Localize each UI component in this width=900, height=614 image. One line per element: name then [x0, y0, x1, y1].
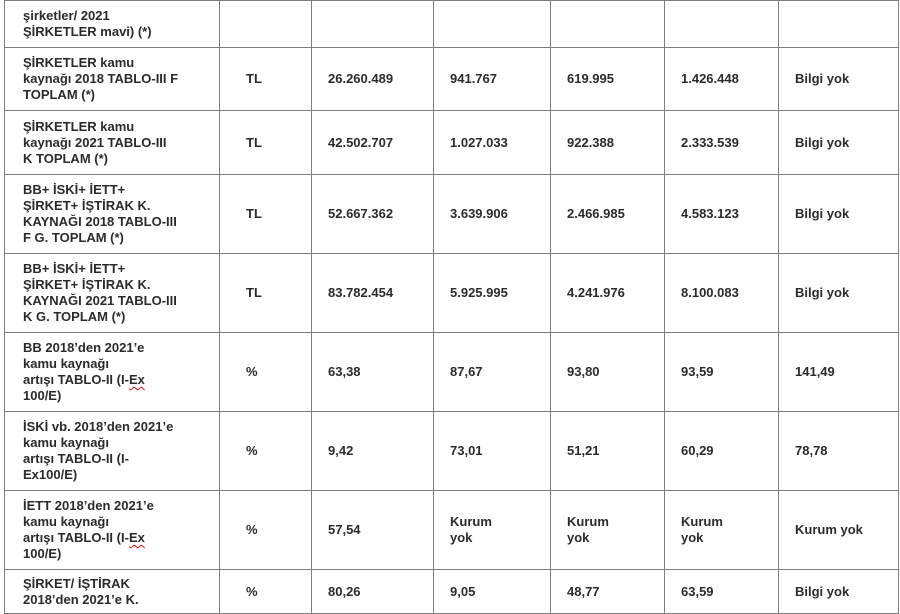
table-row	[5, 570, 899, 614]
value-cell: 42.502.707	[312, 111, 434, 175]
table-row	[5, 254, 899, 333]
value-cell: Kurum yok	[779, 491, 899, 570]
data-table	[4, 0, 899, 614]
value-cell: 78,78	[779, 412, 899, 491]
table-row	[5, 1, 899, 48]
value-cell: 619.995	[551, 48, 665, 111]
value-cell: 941.767	[434, 48, 551, 111]
unit-cell: %	[220, 412, 312, 491]
value-cell: 93,59	[665, 333, 779, 412]
value-cell: Bilgi yok	[779, 111, 899, 175]
value-cell	[665, 1, 779, 48]
value-cell: Bilgi yok	[779, 175, 899, 254]
value-cell: Kurum yok	[665, 491, 779, 570]
value-cell: Bilgi yok	[779, 254, 899, 333]
row-label-cell: İSKİ vb. 2018’den 2021’e kamu kaynağı artışı TABLO-II (I- Ex100/E)	[5, 412, 220, 491]
value-cell	[551, 1, 665, 48]
value-cell	[779, 1, 899, 48]
row-label-cell: ŞİRKETLER kamu kaynağı 2021 TABLO-III K TOPLAM (*)	[5, 111, 220, 175]
value-cell: 63,59	[665, 570, 779, 614]
table-row	[5, 48, 899, 111]
value-cell: 922.388	[551, 111, 665, 175]
value-cell: Kurum yok	[551, 491, 665, 570]
unit-cell	[220, 1, 312, 48]
table-row	[5, 111, 899, 175]
unit-cell: %	[220, 333, 312, 412]
row-label-cell: BB+ İSKİ+ İETT+ ŞİRKET+ İŞTİRAK K. KAYNAĞI 2018 TABLO-III F G. TOPLAM (*)	[5, 175, 220, 254]
value-cell: 9,05	[434, 570, 551, 614]
row-label-text: 100/E)	[23, 388, 62, 403]
value-cell: 5.925.995	[434, 254, 551, 333]
value-cell: Kurum yok	[434, 491, 551, 570]
row-label-cell: şirketler/ 2021 ŞİRKETLER mavi) (*)	[5, 1, 220, 48]
unit-cell: TL	[220, 111, 312, 175]
row-label-text: İETT 2018’den 2021’e kamu kaynağı artışı TABLO-II (I-	[23, 498, 154, 545]
value-cell	[434, 1, 551, 48]
value-cell: 87,67	[434, 333, 551, 412]
value-cell: 52.667.362	[312, 175, 434, 254]
row-label-cell: ŞİRKET/ İŞTİRAK 2018’den 2021’e K.	[5, 570, 220, 614]
value-cell	[312, 1, 434, 48]
unit-cell: TL	[220, 254, 312, 333]
value-cell: 2.466.985	[551, 175, 665, 254]
spellcheck-flagged-word: Ex	[128, 530, 145, 545]
unit-cell: %	[220, 491, 312, 570]
value-cell: 3.639.906	[434, 175, 551, 254]
value-cell: 141,49	[779, 333, 899, 412]
value-cell: 73,01	[434, 412, 551, 491]
value-cell: 26.260.489	[312, 48, 434, 111]
unit-cell: TL	[220, 48, 312, 111]
unit-cell: %	[220, 570, 312, 614]
value-cell: 48,77	[551, 570, 665, 614]
table-row	[5, 333, 899, 412]
value-cell: 4.241.976	[551, 254, 665, 333]
value-cell: 80,26	[312, 570, 434, 614]
row-label-cell: BB+ İSKİ+ İETT+ ŞİRKET+ İŞTİRAK K. KAYNAĞI 2021 TABLO-III K G. TOPLAM (*)	[5, 254, 220, 333]
value-cell: 93,80	[551, 333, 665, 412]
value-cell: Bilgi yok	[779, 48, 899, 111]
value-cell: 63,38	[312, 333, 434, 412]
spellcheck-flagged-word: Ex	[128, 372, 145, 387]
table-row	[5, 491, 899, 570]
value-cell: 83.782.454	[312, 254, 434, 333]
value-cell: 2.333.539	[665, 111, 779, 175]
value-cell: 9,42	[312, 412, 434, 491]
value-cell: 1.426.448	[665, 48, 779, 111]
value-cell: 51,21	[551, 412, 665, 491]
value-cell: 8.100.083	[665, 254, 779, 333]
row-label-cell: ŞİRKETLER kamu kaynağı 2018 TABLO-III F TOPLAM (*)	[5, 48, 220, 111]
row-label-text: BB 2018’den 2021’e kamu kaynağı artışı TABLO-II (I-	[23, 340, 145, 387]
table-row	[5, 412, 899, 491]
table-row	[5, 175, 899, 254]
value-cell: 60,29	[665, 412, 779, 491]
value-cell: 4.583.123	[665, 175, 779, 254]
row-label-cell	[5, 491, 220, 570]
value-cell: 57,54	[312, 491, 434, 570]
unit-cell: TL	[220, 175, 312, 254]
row-label-text: 100/E)	[23, 546, 62, 561]
row-label-cell	[5, 333, 220, 412]
value-cell: Bilgi yok	[779, 570, 899, 614]
value-cell: 1.027.033	[434, 111, 551, 175]
